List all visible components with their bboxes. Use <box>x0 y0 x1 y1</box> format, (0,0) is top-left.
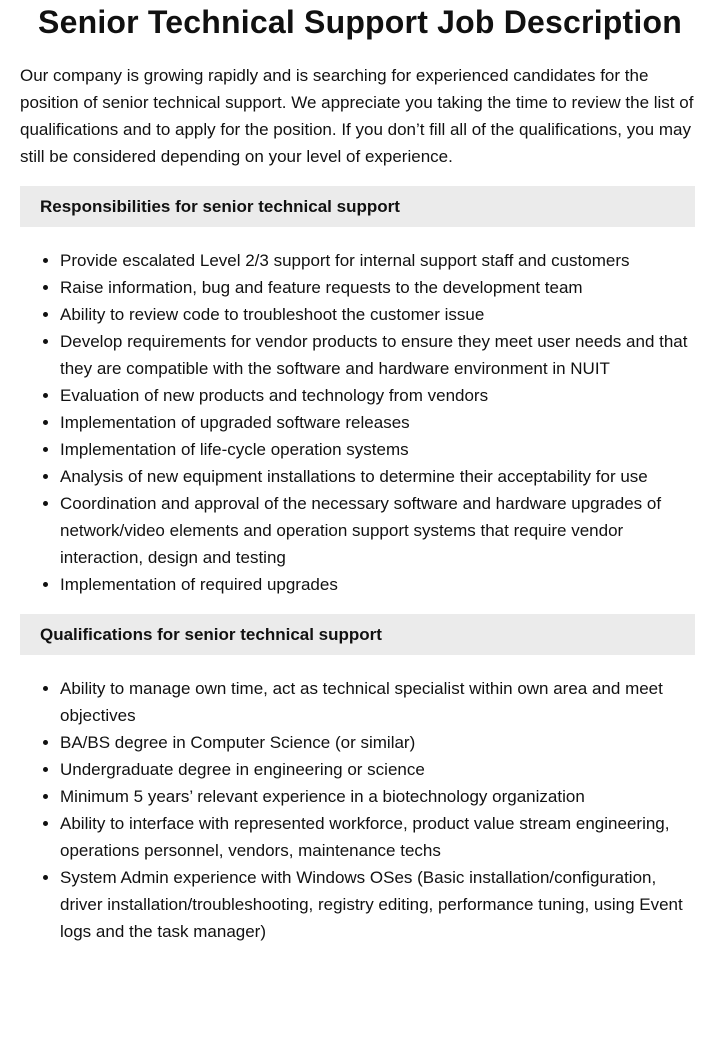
list-item: • Coordination and approval of the necessary software and hardware upgrades of network/video elements and operation support systems that require vendor interaction, design and testing <box>60 490 700 571</box>
list-item: • Implementation of upgraded software releases <box>60 409 700 436</box>
intro-paragraph: Our company is growing rapidly and is searching for experienced candidates for the position of senior technical support. We appreciate you taking the time to review the list of qualifications and to apply for the position. If you don’t fill all of the qualifications, you may still be considered depending on your level of experience. <box>20 66 694 166</box>
list-item: • BA/BS degree in Computer Science (or similar) <box>60 729 700 756</box>
list-item: • Evaluation of new products and technology from vendors <box>60 382 700 409</box>
list-item: • Undergraduate degree in engineering or science <box>60 756 700 783</box>
responsibilities-heading: Responsibilities for senior technical support <box>20 186 695 227</box>
list-item: • Provide escalated Level 2/3 support for internal support staff and customers <box>60 247 700 274</box>
qualifications-heading: Qualifications for senior technical support <box>20 614 695 655</box>
list-item: • Ability to review code to troubleshoot the customer issue <box>60 301 700 328</box>
list-item: • Develop requirements for vendor products to ensure they meet user needs and that they are compatible with the software and hardware environment in NUIT <box>60 328 700 382</box>
list-item: • System Admin experience with Windows OSes (Basic installation/configuration, driver installation/troubleshooting, registry editing, performance tuning, using Event logs and the task manager) <box>60 864 700 945</box>
list-item: • Analysis of new equipment installations to determine their acceptability for use <box>60 463 700 490</box>
list-item: • Implementation of required upgrades <box>60 571 700 598</box>
page-title: Senior Technical Support Job Description <box>38 4 682 40</box>
list-item: • Ability to manage own time, act as technical specialist within own area and meet objectives <box>60 675 700 729</box>
responsibilities-list <box>0 247 700 598</box>
list-item: • Minimum 5 years’ relevant experience in a biotechnology organization <box>60 783 700 810</box>
list-item: • Implementation of life-cycle operation systems <box>60 436 700 463</box>
list-item: • Ability to interface with represented workforce, product value stream engineering, operations personnel, vendors, maintenance techs <box>60 810 700 864</box>
qualifications-list <box>0 675 700 945</box>
list-item: • Raise information, bug and feature requests to the development team <box>60 274 700 301</box>
